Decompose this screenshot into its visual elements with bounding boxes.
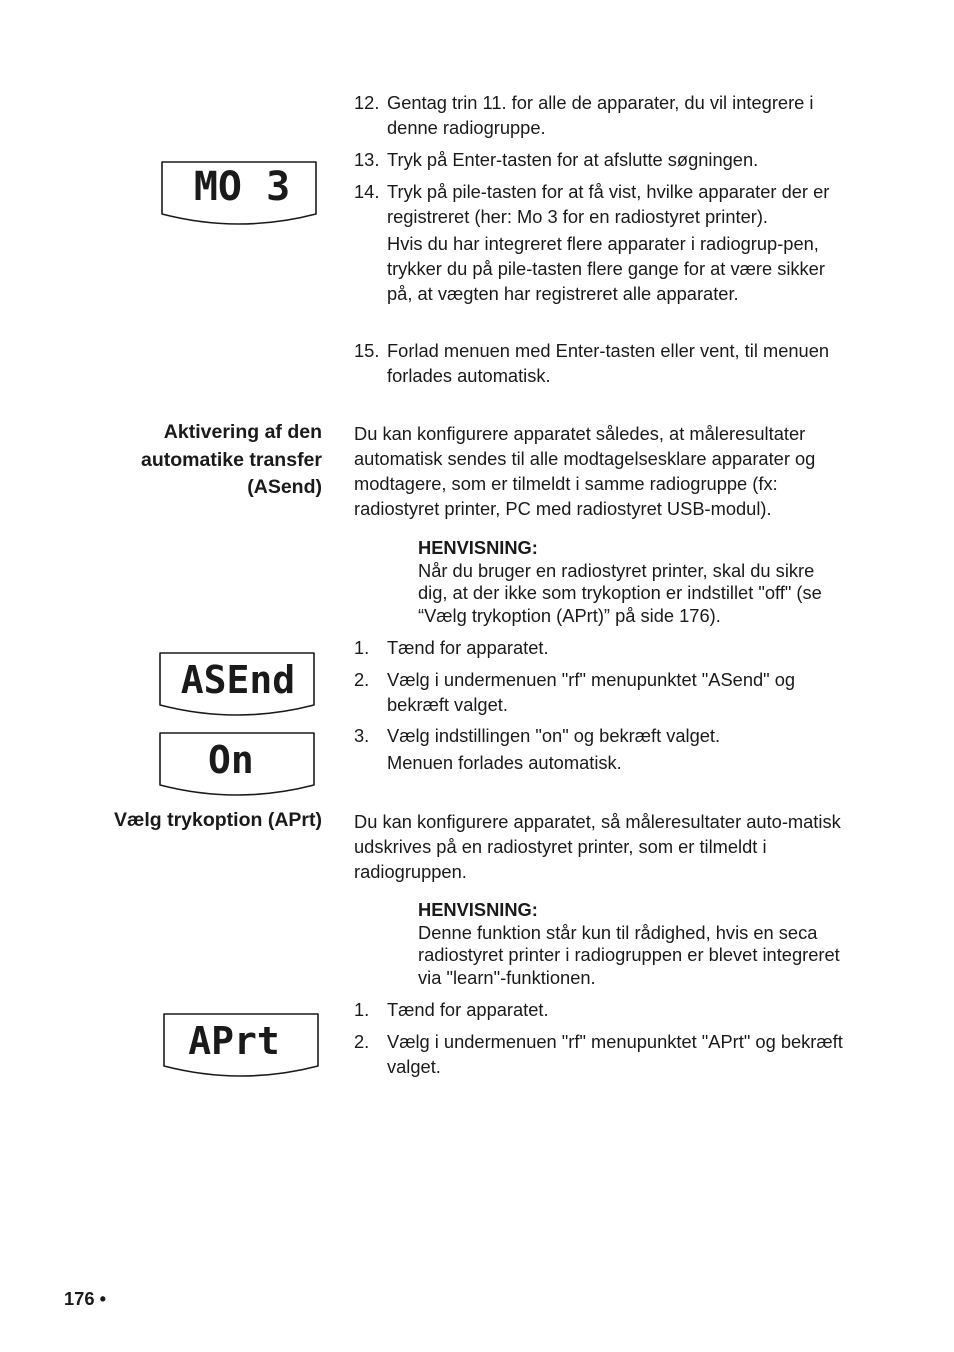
note-title: HENVISNING: [418, 537, 538, 558]
step-text: Tænd for apparatet. [387, 999, 549, 1020]
page-number: 176 • [64, 1288, 106, 1309]
step-number: 15. [354, 340, 380, 361]
lcd-text: ASEnd [180, 658, 296, 702]
lcd-text: APrt [188, 1019, 280, 1063]
step-12 [354, 90, 844, 140]
step-text: Gentag trin 11. for alle de apparater, du vil integrere i denne radiogruppe. [387, 92, 814, 138]
step-number: 14. [354, 181, 380, 202]
aprt-step-2 [354, 1029, 844, 1079]
step-number: 13. [354, 149, 380, 170]
note-aprt [418, 899, 848, 989]
step-text: Menuen forlades automatisk. [387, 752, 622, 773]
step-number: 2. [354, 1031, 370, 1052]
asend-step-3 [354, 723, 844, 775]
aprt-step-1 [354, 997, 844, 1022]
step-number: 3. [354, 725, 370, 746]
note-title: HENVISNING: [418, 899, 538, 920]
section-heading-aprt: Vælg trykoption (APrt) [114, 809, 322, 831]
lcd-display-icon [158, 651, 318, 717]
step-text: Forlad menuen med Enter-tasten eller vent, til menuen forlades automatisk. [387, 340, 830, 386]
display-on [158, 731, 318, 797]
lcd-text: On [208, 738, 254, 782]
lcd-display-icon [160, 160, 320, 226]
section-intro-aprt: Du kan konfigurere apparatet, så måleresultater auto-matisk udskrives på en radiostyret printer, som er tilmeldt i radiogruppen. [354, 811, 841, 882]
lcd-display-icon [158, 731, 318, 797]
step-text: Hvis du har integreret flere apparater i radiogrup-pen, trykker du på pile-tasten flere gange for at være sikker på, at vægten har registreret alle apparater. [387, 233, 825, 304]
display-mo3 [160, 160, 320, 226]
step-15 [354, 338, 844, 388]
display-asend [158, 651, 318, 717]
note-text: Denne funktion står kun til rådighed, hvis en seca radiostyret printer i radiogruppen er blevet integreret via "learn"-funktionen. [418, 921, 840, 988]
step-number: 12. [354, 92, 380, 113]
step-text: Vælg indstillingen "on" og bekræft valget. [387, 725, 721, 746]
step-number: 1. [354, 999, 370, 1020]
section-intro-asend: Du kan konfigurere apparatet således, at måleresultater automatisk sendes til alle modtagelsesklare apparater og modtagere, som er tilmeldt i samme radiogruppe (fx: radiostyret printer, PC med radiostyret USB-modul). [354, 423, 816, 519]
note-text: Når du bruger en radiostyret printer, skal du sikre dig, at der ikke som trykoption er indstillet "off" (se “Vælg trykoption (APrt)” på side 176). [418, 559, 822, 626]
step-14 [354, 179, 844, 306]
note-asend [418, 537, 848, 627]
step-text: Tryk på pile-tasten for at få vist, hvilke apparater der er registreret (her: Mo 3 for en radiostyret printer). [387, 181, 830, 227]
step-text: Vælg i undermenuen "rf" menupunktet "APrt" og bekræft valget. [387, 1031, 843, 1077]
step-number: 2. [354, 669, 370, 690]
asend-step-1 [354, 635, 844, 660]
lcd-display-icon [162, 1012, 322, 1078]
section-heading-asend: Aktivering af den automatike transfer (ASend) [141, 421, 322, 498]
asend-step-2 [354, 667, 844, 717]
step-text: Tænd for apparatet. [387, 637, 549, 658]
step-text: Tryk på Enter-tasten for at afslutte søgningen. [387, 149, 759, 170]
step-number: 1. [354, 637, 370, 658]
step-13 [354, 147, 844, 172]
lcd-text: MO 3 [193, 164, 291, 210]
step-text: Vælg i undermenuen "rf" menupunktet "ASend" og bekræft valget. [387, 669, 796, 715]
display-aprt [162, 1012, 322, 1078]
